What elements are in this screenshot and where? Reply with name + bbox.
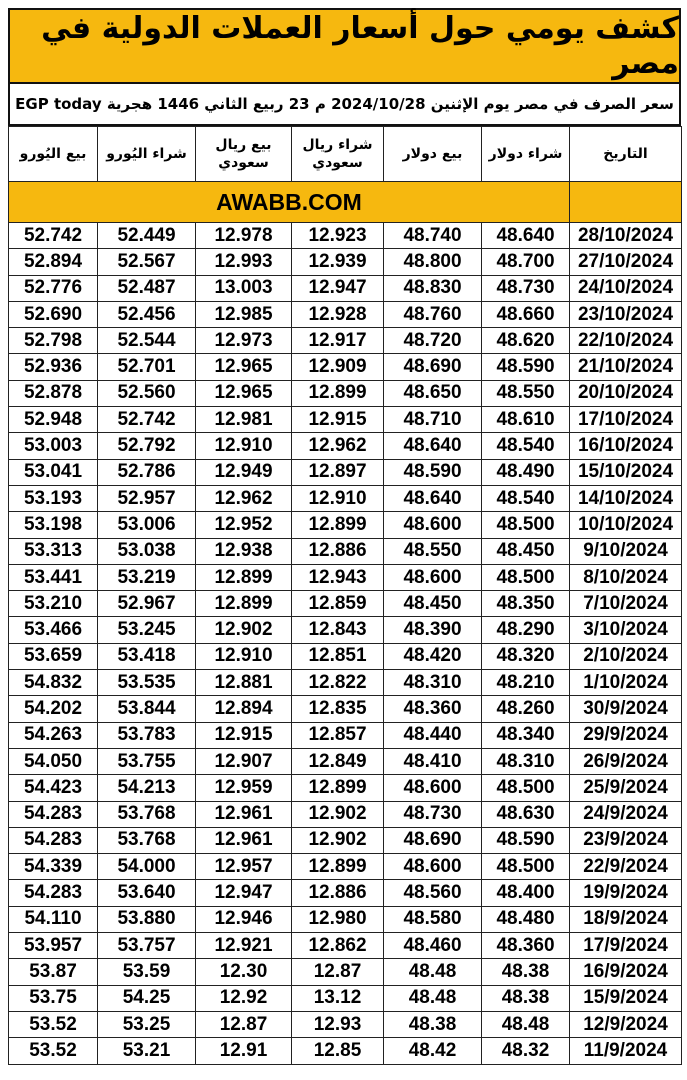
cell-date: 22/10/2024: [570, 328, 682, 354]
cell-date: 29/9/2024: [570, 722, 682, 748]
cell-usd-buy: 48.210: [482, 670, 570, 696]
cell-sar-sell: 12.910: [196, 643, 292, 669]
table-row: [9, 485, 682, 511]
cell-usd-sell: 48.720: [384, 328, 482, 354]
cell-eur-buy: 53.418: [98, 643, 196, 669]
cell-date: 9/10/2024: [570, 538, 682, 564]
cell-eur-buy: 52.701: [98, 354, 196, 380]
cell-usd-buy: 48.350: [482, 591, 570, 617]
cell-sar-buy: 12.899: [292, 775, 384, 801]
cell-usd-sell: 48.760: [384, 301, 482, 327]
brand-row: [9, 182, 682, 223]
cell-date: 8/10/2024: [570, 564, 682, 590]
cell-sar-buy: 12.843: [292, 617, 384, 643]
cell-date: 12/9/2024: [570, 1011, 682, 1037]
rate-rows: [9, 223, 682, 1065]
cell-sar-buy: 12.962: [292, 433, 384, 459]
table-row: [9, 328, 682, 354]
cell-eur-buy: 53.21: [98, 1038, 196, 1064]
cell-date: 1/10/2024: [570, 670, 682, 696]
cell-usd-sell: 48.38: [384, 1011, 482, 1037]
cell-date: 18/9/2024: [570, 906, 682, 932]
table-row: [9, 906, 682, 932]
cell-usd-sell: 48.310: [384, 670, 482, 696]
cell-sar-buy: 12.886: [292, 880, 384, 906]
table-row: [9, 985, 682, 1011]
cell-usd-buy: 48.660: [482, 301, 570, 327]
cell-eur-sell: 54.263: [9, 722, 98, 748]
cell-usd-sell: 48.800: [384, 249, 482, 275]
cell-sar-buy: 12.899: [292, 512, 384, 538]
header-sar-sell: بيع ريال سعودي: [196, 127, 292, 182]
table-row: [9, 354, 682, 380]
table-row: [9, 1011, 682, 1037]
cell-sar-sell: 12.959: [196, 775, 292, 801]
cell-date: 15/9/2024: [570, 985, 682, 1011]
cell-eur-sell: 54.202: [9, 696, 98, 722]
cell-sar-buy: 12.857: [292, 722, 384, 748]
cell-date: 25/9/2024: [570, 775, 682, 801]
cell-usd-sell: 48.450: [384, 591, 482, 617]
header-eur-buy: شراء اليُورو: [98, 127, 196, 182]
cell-eur-buy: 53.219: [98, 564, 196, 590]
cell-date: 22/9/2024: [570, 854, 682, 880]
cell-date: 21/10/2024: [570, 354, 682, 380]
cell-sar-buy: 12.899: [292, 380, 384, 406]
cell-eur-buy: 53.59: [98, 959, 196, 985]
cell-eur-buy: 53.768: [98, 827, 196, 853]
cell-usd-buy: 48.320: [482, 643, 570, 669]
cell-sar-buy: 12.85: [292, 1038, 384, 1064]
cell-eur-buy: 52.544: [98, 328, 196, 354]
cell-date: 27/10/2024: [570, 249, 682, 275]
cell-date: 17/9/2024: [570, 933, 682, 959]
cell-eur-sell: 54.339: [9, 854, 98, 880]
cell-eur-sell: 54.283: [9, 801, 98, 827]
brand-row-empty-cell: [570, 182, 682, 223]
cell-sar-sell: 12.981: [196, 407, 292, 433]
cell-eur-buy: 54.25: [98, 985, 196, 1011]
cell-sar-sell: 12.961: [196, 801, 292, 827]
cell-sar-sell: 12.910: [196, 433, 292, 459]
cell-eur-buy: 52.786: [98, 459, 196, 485]
cell-sar-buy: 12.939: [292, 249, 384, 275]
cell-date: 26/9/2024: [570, 748, 682, 774]
cell-usd-sell: 48.560: [384, 880, 482, 906]
cell-eur-sell: 52.936: [9, 354, 98, 380]
cell-date: 3/10/2024: [570, 617, 682, 643]
cell-date: 30/9/2024: [570, 696, 682, 722]
cell-sar-sell: 12.92: [196, 985, 292, 1011]
cell-usd-buy: 48.540: [482, 485, 570, 511]
table-row: [9, 1038, 682, 1064]
cell-usd-buy: 48.38: [482, 959, 570, 985]
cell-eur-buy: 53.755: [98, 748, 196, 774]
cell-date: 10/10/2024: [570, 512, 682, 538]
table-row: [9, 933, 682, 959]
cell-eur-sell: 52.894: [9, 249, 98, 275]
cell-usd-sell: 48.440: [384, 722, 482, 748]
cell-sar-sell: 12.30: [196, 959, 292, 985]
cell-eur-buy: 53.245: [98, 617, 196, 643]
cell-usd-buy: 48.490: [482, 459, 570, 485]
cell-eur-buy: 53.768: [98, 801, 196, 827]
cell-eur-sell: 53.041: [9, 459, 98, 485]
cell-date: 11/9/2024: [570, 1038, 682, 1064]
cell-sar-sell: 12.915: [196, 722, 292, 748]
cell-sar-sell: 12.973: [196, 328, 292, 354]
cell-sar-sell: 12.899: [196, 591, 292, 617]
table-row: [9, 959, 682, 985]
cell-eur-sell: 53.659: [9, 643, 98, 669]
cell-sar-buy: 12.980: [292, 906, 384, 932]
cell-usd-sell: 48.830: [384, 275, 482, 301]
table-row: [9, 407, 682, 433]
table-row: [9, 275, 682, 301]
page-subtitle: سعر الصرف في مصر يوم الإثنين 2024/10/28 م 23 ربيع الثاني 1446 هجرية EGP today: [8, 84, 681, 126]
cell-usd-buy: 48.400: [482, 880, 570, 906]
cell-eur-sell: 52.798: [9, 328, 98, 354]
table-row: [9, 775, 682, 801]
cell-usd-buy: 48.38: [482, 985, 570, 1011]
cell-sar-sell: 12.962: [196, 485, 292, 511]
cell-usd-buy: 48.450: [482, 538, 570, 564]
cell-date: 17/10/2024: [570, 407, 682, 433]
header-sar-buy: شراء ريال سعودي: [292, 127, 384, 182]
cell-eur-sell: 54.423: [9, 775, 98, 801]
cell-usd-buy: 48.630: [482, 801, 570, 827]
table-row: [9, 538, 682, 564]
cell-date: 14/10/2024: [570, 485, 682, 511]
table-row: [9, 223, 682, 249]
cell-sar-sell: 12.87: [196, 1011, 292, 1037]
cell-usd-buy: 48.290: [482, 617, 570, 643]
cell-usd-buy: 48.590: [482, 354, 570, 380]
table-row: [9, 880, 682, 906]
cell-sar-buy: 12.923: [292, 223, 384, 249]
cell-eur-sell: 53.466: [9, 617, 98, 643]
cell-usd-sell: 48.600: [384, 775, 482, 801]
cell-usd-sell: 48.690: [384, 827, 482, 853]
cell-sar-buy: 12.902: [292, 827, 384, 853]
cell-usd-buy: 48.730: [482, 275, 570, 301]
table-row: [9, 433, 682, 459]
cell-sar-sell: 12.881: [196, 670, 292, 696]
cell-sar-buy: 12.849: [292, 748, 384, 774]
cell-date: 19/9/2024: [570, 880, 682, 906]
cell-eur-sell: 52.776: [9, 275, 98, 301]
cell-eur-buy: 53.535: [98, 670, 196, 696]
cell-usd-sell: 48.590: [384, 459, 482, 485]
cell-eur-sell: 53.52: [9, 1038, 98, 1064]
table-row: [9, 564, 682, 590]
cell-date: 23/9/2024: [570, 827, 682, 853]
cell-usd-sell: 48.740: [384, 223, 482, 249]
cell-sar-sell: 12.921: [196, 933, 292, 959]
cell-eur-buy: 54.000: [98, 854, 196, 880]
cell-sar-sell: 12.91: [196, 1038, 292, 1064]
header-eur-sell: بيع اليُورو: [9, 127, 98, 182]
cell-eur-buy: 53.844: [98, 696, 196, 722]
cell-usd-buy: 48.500: [482, 775, 570, 801]
cell-sar-sell: 12.978: [196, 223, 292, 249]
cell-eur-sell: 53.87: [9, 959, 98, 985]
cell-eur-sell: 52.878: [9, 380, 98, 406]
cell-eur-buy: 52.487: [98, 275, 196, 301]
cell-eur-buy: 52.957: [98, 485, 196, 511]
cell-sar-buy: 12.899: [292, 854, 384, 880]
cell-sar-buy: 12.862: [292, 933, 384, 959]
cell-date: 16/10/2024: [570, 433, 682, 459]
cell-eur-buy: 53.25: [98, 1011, 196, 1037]
cell-usd-buy: 48.590: [482, 827, 570, 853]
cell-eur-sell: 53.441: [9, 564, 98, 590]
cell-usd-sell: 48.710: [384, 407, 482, 433]
cell-sar-buy: 12.897: [292, 459, 384, 485]
cell-eur-sell: 52.690: [9, 301, 98, 327]
cell-sar-buy: 12.93: [292, 1011, 384, 1037]
cell-sar-sell: 12.961: [196, 827, 292, 853]
cell-usd-sell: 48.390: [384, 617, 482, 643]
cell-usd-buy: 48.340: [482, 722, 570, 748]
cell-sar-buy: 12.909: [292, 354, 384, 380]
cell-usd-sell: 48.690: [384, 354, 482, 380]
cell-sar-sell: 12.899: [196, 564, 292, 590]
cell-eur-sell: 53.193: [9, 485, 98, 511]
cell-eur-buy: 52.967: [98, 591, 196, 617]
cell-eur-sell: 54.283: [9, 827, 98, 853]
table-row: [9, 380, 682, 406]
cell-usd-sell: 48.48: [384, 959, 482, 985]
cell-usd-sell: 48.410: [384, 748, 482, 774]
cell-usd-sell: 48.640: [384, 433, 482, 459]
cell-sar-buy: 12.915: [292, 407, 384, 433]
cell-sar-buy: 12.859: [292, 591, 384, 617]
cell-usd-sell: 48.420: [384, 643, 482, 669]
cell-eur-buy: 54.213: [98, 775, 196, 801]
cell-usd-buy: 48.260: [482, 696, 570, 722]
cell-eur-sell: 52.742: [9, 223, 98, 249]
cell-eur-buy: 52.560: [98, 380, 196, 406]
cell-usd-buy: 48.700: [482, 249, 570, 275]
table-row: [9, 696, 682, 722]
cell-usd-buy: 48.640: [482, 223, 570, 249]
cell-eur-buy: 52.456: [98, 301, 196, 327]
cell-sar-sell: 12.949: [196, 459, 292, 485]
cell-eur-buy: 52.567: [98, 249, 196, 275]
cell-eur-buy: 53.757: [98, 933, 196, 959]
table-row: [9, 512, 682, 538]
cell-eur-sell: 54.832: [9, 670, 98, 696]
cell-usd-sell: 48.730: [384, 801, 482, 827]
cell-usd-buy: 48.550: [482, 380, 570, 406]
cell-sar-buy: 12.910: [292, 485, 384, 511]
table-row: [9, 827, 682, 853]
cell-eur-buy: 52.449: [98, 223, 196, 249]
cell-sar-sell: 12.993: [196, 249, 292, 275]
cell-date: 16/9/2024: [570, 959, 682, 985]
table-row: [9, 591, 682, 617]
cell-sar-buy: 12.87: [292, 959, 384, 985]
table-row: [9, 301, 682, 327]
cell-eur-sell: 53.198: [9, 512, 98, 538]
cell-usd-sell: 48.600: [384, 564, 482, 590]
cell-usd-buy: 48.360: [482, 933, 570, 959]
table-row: [9, 748, 682, 774]
cell-usd-buy: 48.610: [482, 407, 570, 433]
cell-eur-sell: 54.283: [9, 880, 98, 906]
cell-eur-buy: 53.006: [98, 512, 196, 538]
cell-sar-sell: 12.902: [196, 617, 292, 643]
cell-eur-sell: 52.948: [9, 407, 98, 433]
cell-eur-sell: 53.313: [9, 538, 98, 564]
cell-sar-sell: 12.894: [196, 696, 292, 722]
table-row: [9, 854, 682, 880]
cell-date: 28/10/2024: [570, 223, 682, 249]
cell-eur-sell: 53.75: [9, 985, 98, 1011]
cell-eur-sell: 54.110: [9, 906, 98, 932]
cell-usd-sell: 48.600: [384, 854, 482, 880]
cell-eur-buy: 52.742: [98, 407, 196, 433]
cell-eur-buy: 53.783: [98, 722, 196, 748]
cell-date: 20/10/2024: [570, 380, 682, 406]
cell-sar-buy: 12.851: [292, 643, 384, 669]
cell-usd-buy: 48.500: [482, 854, 570, 880]
cell-eur-sell: 53.52: [9, 1011, 98, 1037]
cell-sar-buy: 12.835: [292, 696, 384, 722]
table-header-row: [9, 127, 682, 182]
cell-usd-sell: 48.600: [384, 512, 482, 538]
cell-sar-buy: 12.822: [292, 670, 384, 696]
table-row: [9, 643, 682, 669]
cell-date: 2/10/2024: [570, 643, 682, 669]
cell-usd-buy: 48.310: [482, 748, 570, 774]
header-usd-buy: شراء دولار: [482, 127, 570, 182]
cell-usd-sell: 48.460: [384, 933, 482, 959]
cell-sar-sell: 12.965: [196, 380, 292, 406]
cell-eur-buy: 53.038: [98, 538, 196, 564]
cell-usd-sell: 48.580: [384, 906, 482, 932]
cell-usd-buy: 48.500: [482, 564, 570, 590]
cell-eur-buy: 53.640: [98, 880, 196, 906]
cell-eur-buy: 53.880: [98, 906, 196, 932]
table-row: [9, 670, 682, 696]
cell-sar-buy: 12.928: [292, 301, 384, 327]
cell-sar-sell: 12.952: [196, 512, 292, 538]
cell-date: 24/9/2024: [570, 801, 682, 827]
cell-usd-buy: 48.540: [482, 433, 570, 459]
table-row: [9, 459, 682, 485]
table-row: [9, 722, 682, 748]
cell-sar-sell: 12.947: [196, 880, 292, 906]
cell-sar-sell: 12.985: [196, 301, 292, 327]
cell-usd-sell: 48.48: [384, 985, 482, 1011]
cell-sar-buy: 12.902: [292, 801, 384, 827]
cell-eur-sell: 53.957: [9, 933, 98, 959]
cell-sar-sell: 12.907: [196, 748, 292, 774]
cell-sar-sell: 12.957: [196, 854, 292, 880]
cell-usd-sell: 48.650: [384, 380, 482, 406]
table-row: [9, 801, 682, 827]
cell-usd-buy: 48.480: [482, 906, 570, 932]
brand-label: AWABB.COM: [9, 182, 570, 223]
rates-table: [8, 126, 682, 1065]
cell-sar-buy: 13.12: [292, 985, 384, 1011]
header-date: التاريخ: [570, 127, 682, 182]
table-row: [9, 617, 682, 643]
page-title: كشف يومي حول أسعار العملات الدولية في مصر: [8, 8, 681, 84]
cell-usd-sell: 48.42: [384, 1038, 482, 1064]
cell-sar-sell: 12.938: [196, 538, 292, 564]
cell-usd-sell: 48.360: [384, 696, 482, 722]
cell-sar-sell: 12.946: [196, 906, 292, 932]
header-usd-sell: بيع دولار: [384, 127, 482, 182]
cell-usd-buy: 48.620: [482, 328, 570, 354]
cell-eur-buy: 52.792: [98, 433, 196, 459]
cell-sar-buy: 12.947: [292, 275, 384, 301]
cell-sar-sell: 12.965: [196, 354, 292, 380]
cell-usd-sell: 48.640: [384, 485, 482, 511]
cell-usd-buy: 48.500: [482, 512, 570, 538]
cell-eur-sell: 53.210: [9, 591, 98, 617]
table-row: [9, 249, 682, 275]
cell-sar-sell: 13.003: [196, 275, 292, 301]
cell-sar-buy: 12.943: [292, 564, 384, 590]
cell-usd-buy: 48.32: [482, 1038, 570, 1064]
cell-date: 7/10/2024: [570, 591, 682, 617]
cell-date: 23/10/2024: [570, 301, 682, 327]
cell-usd-sell: 48.550: [384, 538, 482, 564]
cell-date: 15/10/2024: [570, 459, 682, 485]
cell-usd-buy: 48.48: [482, 1011, 570, 1037]
cell-date: 24/10/2024: [570, 275, 682, 301]
cell-sar-buy: 12.917: [292, 328, 384, 354]
cell-sar-buy: 12.886: [292, 538, 384, 564]
cell-eur-sell: 54.050: [9, 748, 98, 774]
cell-eur-sell: 53.003: [9, 433, 98, 459]
